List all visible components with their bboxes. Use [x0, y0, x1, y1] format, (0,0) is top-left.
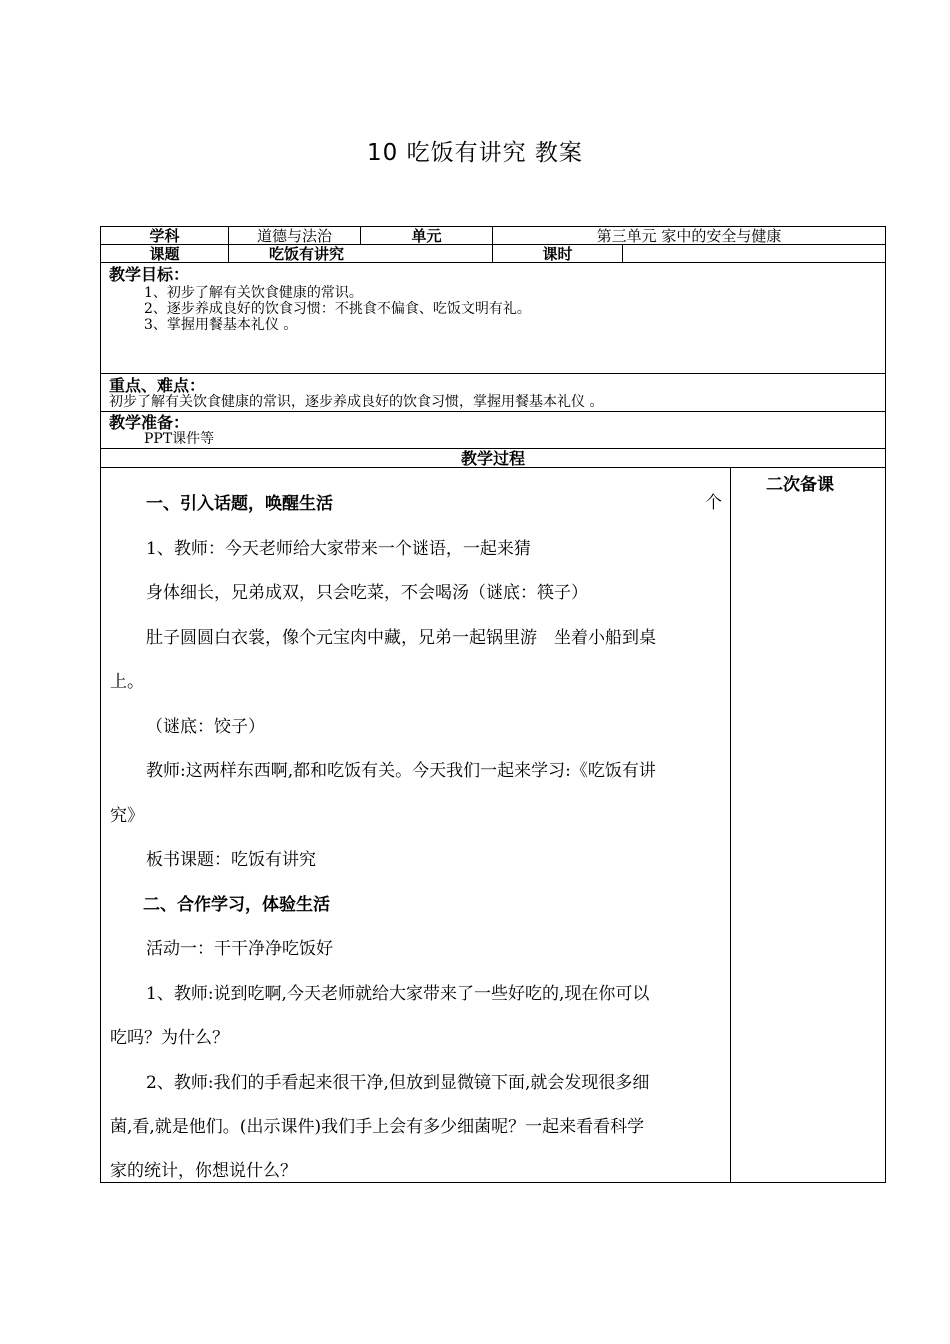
goals-row: [101, 263, 885, 374]
info-row-subject: [101, 227, 885, 245]
process-line: 教师:这两样东西啊,都和吃饭有关。今天我们一起来学习:《吃饭有讲: [146, 761, 656, 781]
unit-value: 第三单元 家中的安全与健康: [596, 227, 782, 245]
lesson-plan-table: [100, 226, 886, 1183]
process-line: 究》: [110, 806, 144, 826]
process-line: 1、教师：今天老师给大家带来一个谜语，一起来猜: [146, 539, 531, 559]
key-points-heading: 重点、难点：: [109, 376, 206, 395]
process-line: 菌,看,就是他们。(出示课件)我们手上会有多少细菌呢？一起来看看科学: [110, 1117, 645, 1137]
process-line: 2、教师:我们的手看起来很干净,但放到显微镜下面,就会发现很多细: [146, 1073, 650, 1093]
section-2-title: 二、合作学习，体验生活: [143, 895, 330, 915]
subject-value: 道德与法治: [229, 227, 361, 244]
section-1-title: 一、引入话题，唤醒生活: [146, 494, 333, 514]
process-heading-row: [101, 449, 885, 468]
section-1-mark: 个: [705, 493, 722, 513]
unit-label: 单元: [361, 227, 493, 244]
process-line: 1、教师:说到吃啊,今天老师就给大家带来了一些好吃的,现在你可以: [146, 984, 650, 1004]
prep-heading: 教学准备：: [109, 413, 190, 432]
info-row-topic: [101, 245, 885, 263]
process-line: 吃吗？为什么？: [110, 1028, 229, 1048]
second-prep-heading: 二次备课: [766, 475, 834, 495]
process-line: 身体细长，兄弟成双，只会吃菜，不会喝汤（谜底：筷子）: [146, 583, 588, 603]
topic-value: 吃饭有讲究: [229, 245, 493, 262]
process-body: [101, 468, 885, 1182]
hours-value: [623, 245, 885, 262]
process-line: 板书课题：吃饭有讲究: [146, 850, 316, 870]
prep-text: PPT课件等: [144, 431, 215, 447]
hours-label: 课时: [493, 245, 623, 262]
process-line: 肚子圆圆白衣裳，像个元宝肉中藏，兄弟一起锅里游 坐着小船到桌: [146, 628, 656, 648]
process-line: 家的统计，你想说什么？: [110, 1161, 297, 1181]
subject-label: 学科: [101, 227, 229, 244]
goals-heading: 教学目标：: [109, 265, 190, 284]
key-points-text: 初步了解有关饮食健康的常识，逐步养成良好的饮食习惯，掌握用餐基本礼仪 。: [109, 394, 604, 410]
process-line: 活动一：干干净净吃饭好: [146, 939, 333, 959]
key-points-row: [101, 374, 885, 412]
process-line: 上。: [110, 672, 144, 692]
prep-row: [101, 412, 885, 449]
column-divider: [730, 468, 731, 1182]
goal-item: 1、初步了解有关饮食健康的常识。: [144, 285, 363, 301]
process-heading: 教学过程: [460, 449, 525, 468]
process-line: （谜底：饺子）: [146, 717, 265, 737]
goal-item: 3、掌握用餐基本礼仪 。: [144, 317, 298, 333]
page-title: 10 吃饭有讲究 教案: [367, 140, 583, 166]
topic-label: 课题: [101, 245, 229, 262]
goal-item: 2、逐步养成良好的饮食习惯：不挑食不偏食、吃饭文明有礼。: [144, 301, 531, 317]
